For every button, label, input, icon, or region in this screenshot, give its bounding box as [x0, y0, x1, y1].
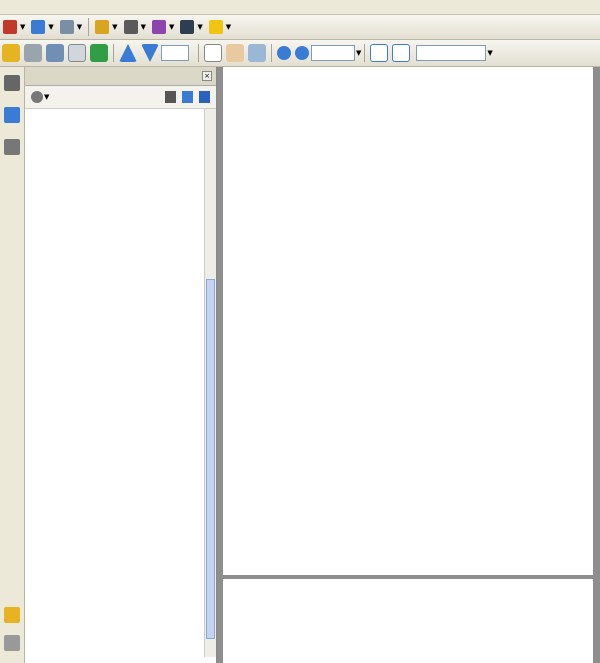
navigation-toolbar	[0, 40, 600, 67]
comment-button[interactable]	[206, 17, 234, 37]
forms-button[interactable]	[149, 17, 177, 37]
expand-bookmark-icon[interactable]	[199, 91, 210, 103]
signatures-icon[interactable]	[4, 139, 20, 155]
attachments-icon[interactable]	[4, 635, 20, 651]
options-gear-icon[interactable]	[31, 91, 43, 103]
dropdown-arrow-icon: ▼	[225, 23, 232, 31]
delete-icon[interactable]	[165, 91, 176, 103]
dropdown-arrow-icon: ▼	[197, 23, 203, 31]
dropdown-arrow-icon: ▼	[48, 23, 54, 31]
toolbar-divider	[88, 18, 89, 36]
zoom-dropdown-icon[interactable]: ▼	[356, 49, 362, 57]
form-icon	[152, 20, 166, 34]
dropdown-arrow-icon: ▼	[112, 23, 118, 31]
document-page	[223, 579, 593, 663]
bookmarks-panel-toolbar	[25, 86, 216, 109]
hand-tool-icon[interactable]	[226, 44, 244, 62]
film-icon	[180, 20, 194, 34]
secure-button[interactable]	[92, 17, 120, 37]
document-page	[223, 67, 593, 575]
new-bookmark-icon[interactable]	[182, 91, 193, 103]
pages-icon[interactable]	[4, 75, 20, 91]
comments-icon[interactable]	[4, 607, 20, 623]
document-view[interactable]	[217, 67, 600, 663]
select-cursor-icon[interactable]	[204, 44, 222, 62]
toolbar-divider	[198, 44, 199, 62]
search-dropdown-icon[interactable]: ▼	[487, 49, 493, 57]
scrollbar-thumb[interactable]	[206, 279, 215, 639]
bookmarks-panel	[25, 67, 217, 663]
open-folder-icon[interactable]	[2, 44, 20, 62]
dropdown-arrow-icon: ▼	[20, 23, 26, 31]
zoom-out-icon[interactable]	[277, 46, 291, 60]
comment-icon	[209, 20, 223, 34]
bookmarks-panel-header	[25, 67, 216, 86]
bookmarks-scrollbar[interactable]	[204, 109, 216, 657]
bookmarks-icon[interactable]	[4, 107, 20, 123]
previous-page-icon[interactable]	[119, 44, 137, 62]
close-icon[interactable]: ×	[202, 71, 212, 81]
search-input[interactable]	[416, 45, 486, 61]
merge-button[interactable]	[28, 17, 56, 37]
collaborate-icon	[60, 20, 74, 34]
create-button[interactable]	[0, 17, 28, 37]
dropdown-arrow-icon: ▼	[76, 23, 83, 31]
bookmark-tree	[25, 109, 205, 657]
navigation-pane-bar	[0, 67, 25, 663]
collaborate-button[interactable]	[57, 17, 85, 37]
fit-page-icon[interactable]	[370, 44, 388, 62]
toolbar-divider	[271, 44, 272, 62]
rotate-icon[interactable]	[90, 44, 108, 62]
pen-icon	[124, 20, 138, 34]
save-icon[interactable]	[46, 44, 64, 62]
toolbar-divider	[364, 44, 365, 62]
dropdown-arrow-icon[interactable]: ▼	[44, 93, 50, 101]
menu-bar	[0, 0, 600, 15]
create-pdf-icon	[3, 20, 17, 34]
merge-icon	[31, 20, 45, 34]
fit-width-icon[interactable]	[392, 44, 410, 62]
print-icon[interactable]	[24, 44, 42, 62]
task-toolbar	[0, 15, 600, 40]
zoom-in-icon[interactable]	[295, 46, 309, 60]
multimedia-button[interactable]	[177, 17, 205, 37]
page-number-input[interactable]	[161, 45, 189, 61]
zoom-input[interactable]	[311, 45, 355, 61]
dropdown-arrow-icon: ▼	[168, 23, 175, 31]
sign-button[interactable]	[121, 17, 149, 37]
email-icon[interactable]	[68, 44, 86, 62]
zoom-tool-icon[interactable]	[248, 44, 266, 62]
lock-icon	[95, 20, 109, 34]
toolbar-divider	[113, 44, 114, 62]
next-page-icon[interactable]	[141, 44, 159, 62]
dropdown-arrow-icon: ▼	[140, 23, 146, 31]
